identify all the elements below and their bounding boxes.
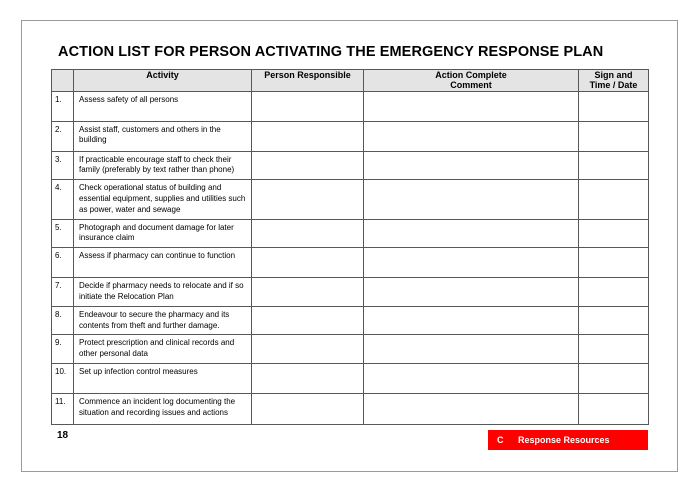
row-number: 8. xyxy=(52,306,74,335)
table-row xyxy=(52,121,649,151)
sign-time-date-field[interactable] xyxy=(579,121,649,151)
action-complete-field[interactable] xyxy=(364,121,579,151)
activity-text: Decide if pharmacy needs to relocate and if so initiate the Relocation Plan xyxy=(74,278,252,307)
table-header-row xyxy=(52,70,649,92)
action-complete-field[interactable] xyxy=(364,248,579,278)
activity-text: Assess safety of all persons xyxy=(74,91,252,121)
row-number: 4. xyxy=(52,180,74,219)
person-responsible-field[interactable] xyxy=(252,248,364,278)
action-complete-field[interactable] xyxy=(364,151,579,180)
person-responsible-field[interactable] xyxy=(252,394,364,425)
activity-text: Set up infection control measures xyxy=(74,364,252,394)
table-body xyxy=(52,91,649,424)
row-number: 5. xyxy=(52,219,74,248)
table-row xyxy=(52,278,649,307)
row-number: 11. xyxy=(52,394,74,425)
column-header-sign-line2: Time / Date xyxy=(589,80,638,91)
sign-time-date-field[interactable] xyxy=(579,306,649,335)
table-row xyxy=(52,364,649,394)
table-row xyxy=(52,335,649,364)
page-title: ACTION LIST FOR PERSON ACTIVATING THE EMERGENCY RESPONSE PLAN xyxy=(58,44,604,60)
table-row xyxy=(52,219,649,248)
table-row xyxy=(52,91,649,121)
sign-time-date-field[interactable] xyxy=(579,219,649,248)
action-complete-field[interactable] xyxy=(364,364,579,394)
activity-text: Photograph and document damage for later insurance claim xyxy=(74,219,252,248)
activity-text: Check operational status of building and essential equipment, supplies and utilities such as power, water and sewage xyxy=(74,180,252,219)
sign-time-date-field[interactable] xyxy=(579,394,649,425)
activity-text: Endeavour to secure the pharmacy and its contents from theft and further damage. xyxy=(74,306,252,335)
action-complete-field[interactable] xyxy=(364,180,579,219)
column-header-number xyxy=(52,70,74,92)
activity-text: Protect prescription and clinical records and other personal data xyxy=(74,335,252,364)
action-complete-field[interactable] xyxy=(364,335,579,364)
section-badge-letter: C xyxy=(497,435,504,445)
column-header-action-complete xyxy=(364,70,579,92)
section-badge xyxy=(488,430,648,450)
row-number: 7. xyxy=(52,278,74,307)
activity-text: If practicable encourage staff to check their family (preferably by text rather than phone) xyxy=(74,151,252,180)
person-responsible-field[interactable] xyxy=(252,219,364,248)
person-responsible-field[interactable] xyxy=(252,121,364,151)
column-header-activity: Activity xyxy=(74,70,252,92)
sign-time-date-field[interactable] xyxy=(579,151,649,180)
sign-time-date-field[interactable] xyxy=(579,364,649,394)
sign-time-date-field[interactable] xyxy=(579,248,649,278)
table-row xyxy=(52,248,649,278)
row-number: 10. xyxy=(52,364,74,394)
row-number: 6. xyxy=(52,248,74,278)
person-responsible-field[interactable] xyxy=(252,306,364,335)
person-responsible-field[interactable] xyxy=(252,364,364,394)
column-header-action-complete-line1: Action Complete xyxy=(435,70,507,80)
section-badge-label: Response Resources xyxy=(518,435,610,445)
action-complete-field[interactable] xyxy=(364,219,579,248)
table-header xyxy=(52,70,649,92)
row-number: 2. xyxy=(52,121,74,151)
person-responsible-field[interactable] xyxy=(252,278,364,307)
action-complete-field[interactable] xyxy=(364,394,579,425)
column-header-person-responsible: Person Responsible xyxy=(252,70,364,92)
table-row xyxy=(52,180,649,219)
row-number: 1. xyxy=(52,91,74,121)
column-header-sign-time-date xyxy=(579,70,649,92)
page-number: 18 xyxy=(57,430,69,441)
activity-text: Assist staff, customers and others in the building xyxy=(74,121,252,151)
activity-text: Commence an incident log documenting the situation and recording issues and actions xyxy=(74,394,252,425)
sign-time-date-field[interactable] xyxy=(579,91,649,121)
action-complete-field[interactable] xyxy=(364,91,579,121)
row-number: 9. xyxy=(52,335,74,364)
row-number: 3. xyxy=(52,151,74,180)
person-responsible-field[interactable] xyxy=(252,91,364,121)
column-header-sign-line1: Sign and xyxy=(594,70,633,80)
sign-time-date-field[interactable] xyxy=(579,180,649,219)
person-responsible-field[interactable] xyxy=(252,180,364,219)
action-complete-field[interactable] xyxy=(364,278,579,307)
table-row xyxy=(52,306,649,335)
action-complete-field[interactable] xyxy=(364,306,579,335)
activity-text: Assess if pharmacy can continue to function xyxy=(74,248,252,278)
table-row xyxy=(52,394,649,425)
sign-time-date-field[interactable] xyxy=(579,335,649,364)
sign-time-date-field[interactable] xyxy=(579,278,649,307)
person-responsible-field[interactable] xyxy=(252,151,364,180)
column-header-action-complete-line2: Comment xyxy=(450,80,492,91)
person-responsible-field[interactable] xyxy=(252,335,364,364)
table-row xyxy=(52,151,649,180)
action-list-table xyxy=(51,69,649,425)
